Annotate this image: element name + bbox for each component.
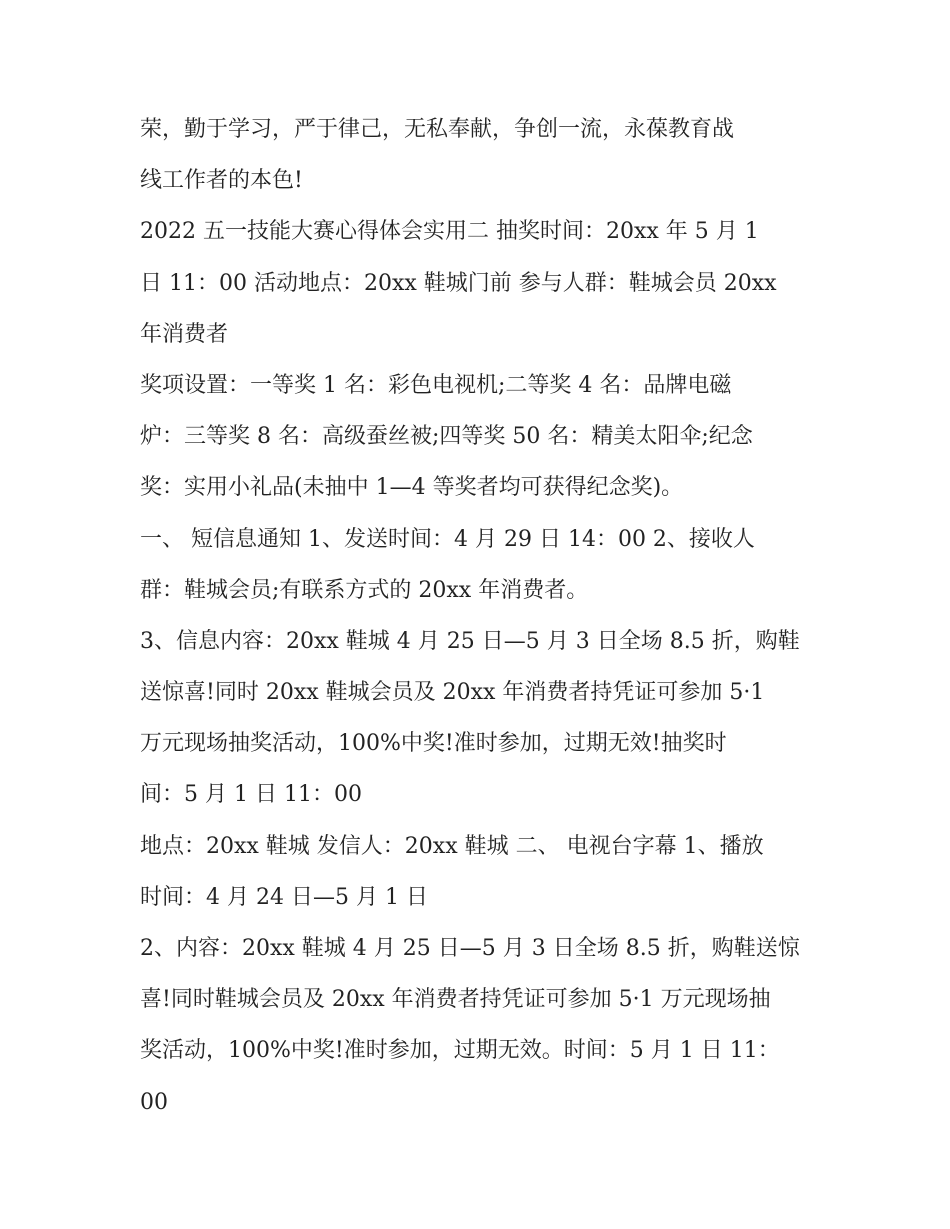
text-line: 时间：4 月 24 日—5 月 1 日 xyxy=(140,884,428,910)
text-line: 3、信息内容：20xx 鞋城 4 月 25 日—5 月 3 日全场 8.5 折，购鞋 xyxy=(140,628,800,654)
text-line: 万元现场抽奖活动，100%中奖!准时参加，过期无效!抽奖时 xyxy=(140,731,727,757)
text-line: 2、内容：20xx 鞋城 4 月 25 日—5 月 3 日全场 8.5 折，购鞋送惊 xyxy=(140,936,800,961)
text-line: 喜!同时鞋城会员及 20xx 年消费者持凭证可参加 5·1 万元现场抽 xyxy=(140,987,771,1013)
text-line: 日 11：00 活动地点：20xx 鞋城门前 参与人群：鞋城会员 20xx xyxy=(140,270,777,296)
text-line: 送惊喜!同时 20xx 鞋城会员及 20xx 年消费者持凭证可参加 5·1 xyxy=(140,680,765,706)
text-line: 奖项设置：一等奖 1 名：彩色电视机;二等奖 4 名：品牌电磁 xyxy=(140,372,732,398)
text-line: 线工作者的本色! xyxy=(140,168,303,194)
text-line: 00 xyxy=(140,1089,168,1115)
text-line: 群：鞋城会员;有联系方式的 20xx 年消费者。 xyxy=(140,577,589,603)
text-line: 奖活动，100%中奖!准时参加，过期无效。时间：5 月 1 日 11： xyxy=(140,1038,780,1064)
text-line: 年消费者 xyxy=(140,321,229,347)
text-line: 荣，勤于学习，严于律己，无私奉献，争创一流，永葆教育战 xyxy=(140,117,735,142)
document-page xyxy=(140,104,820,1128)
text-line: 炉：三等奖 8 名：高级蚕丝被;四等奖 50 名：精美太阳伞;纪念 xyxy=(140,424,753,450)
text-line: 地点：20xx 鞋城 发信人：20xx 鞋城 二、 电视台字幕 1、播放 xyxy=(140,833,764,859)
text-line: 2022 五一技能大赛心得体会实用二 抽奖时间：20xx 年 5 月 1 xyxy=(140,219,759,245)
text-line: 一、 短信息通知 1、发送时间：4 月 29 日 14：00 2、接收人 xyxy=(140,526,755,552)
text-line: 间：5 月 1 日 11：00 xyxy=(140,782,362,808)
text-line: 奖：实用小礼品(未抽中 1—4 等奖者均可获得纪念奖)。 xyxy=(140,475,684,501)
